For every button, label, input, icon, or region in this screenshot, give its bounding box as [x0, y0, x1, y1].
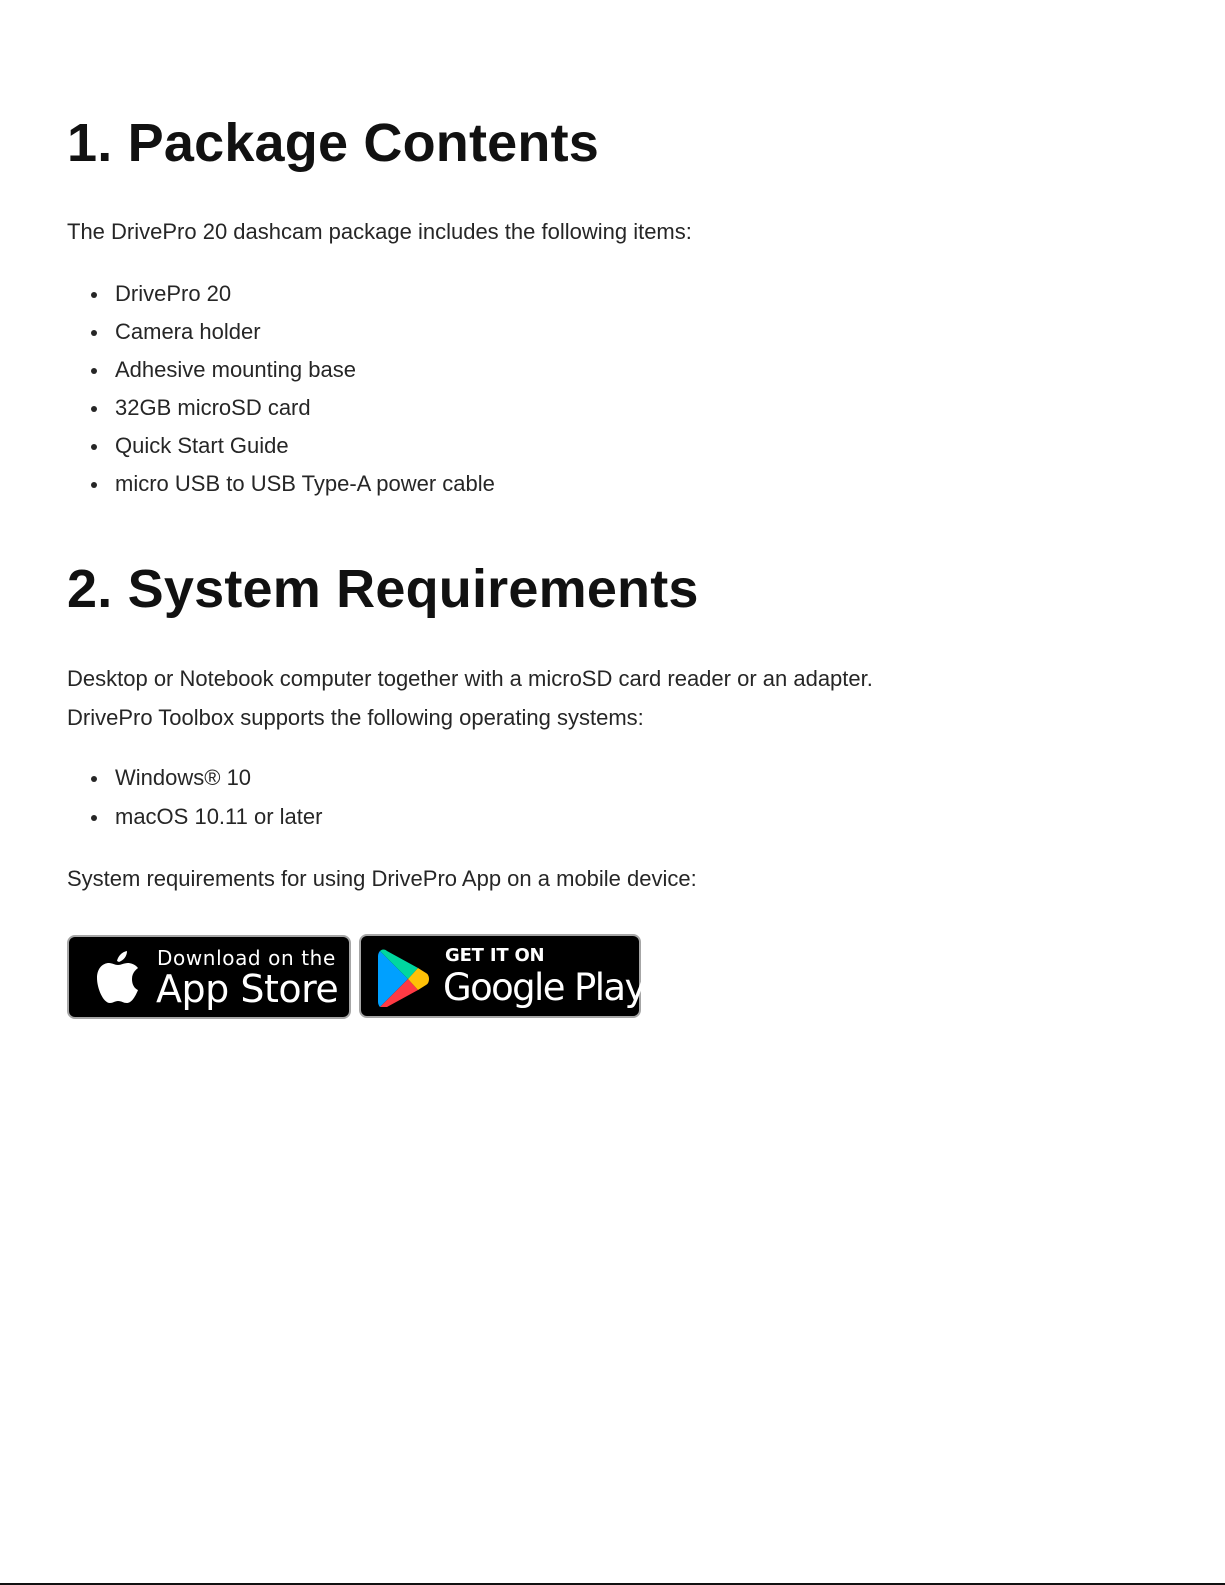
bullet-icon — [91, 368, 97, 374]
list-item: micro USB to USB Type-A power cable — [67, 473, 495, 511]
package-contents-heading: 1. Package Contents — [67, 113, 599, 173]
system-requirements-line-2: DrivePro Toolbox supports the following operating systems: — [67, 705, 644, 730]
bullet-icon — [91, 482, 97, 488]
list-item: 32GB microSD card — [67, 397, 495, 435]
bullet-icon — [91, 330, 97, 336]
os-list — [67, 767, 322, 845]
google-play-big-text: Google Play — [443, 966, 645, 1009]
apple-icon — [91, 948, 141, 1006]
package-items-list — [67, 283, 495, 511]
list-item: DrivePro 20 — [67, 283, 495, 321]
bullet-icon — [91, 776, 97, 782]
google-play-icon — [378, 949, 430, 1007]
app-store-small-text: Download on the — [157, 946, 336, 970]
bullet-icon — [91, 292, 97, 298]
bullet-icon — [91, 444, 97, 450]
list-item: Adhesive mounting base — [67, 359, 495, 397]
package-intro: The DrivePro 20 dashcam package includes the following items: — [67, 219, 692, 244]
bullet-icon — [91, 406, 97, 412]
list-item: Camera holder — [67, 321, 495, 359]
list-item: macOS 10.11 or later — [67, 806, 322, 845]
app-store-badge[interactable] — [67, 935, 351, 1019]
google-play-small-text: GET IT ON — [445, 945, 545, 966]
mobile-requirements-intro: System requirements for using DrivePro App on a mobile device: — [67, 866, 697, 891]
list-item: Windows® 10 — [67, 767, 322, 806]
google-play-badge[interactable] — [359, 934, 645, 1018]
list-item: Quick Start Guide — [67, 435, 495, 473]
bullet-icon — [91, 815, 97, 821]
system-requirements-heading: 2. System Requirements — [67, 559, 699, 619]
system-requirements-line-1: Desktop or Notebook computer together with a microSD card reader or an adapter. — [67, 666, 873, 691]
app-store-big-text: App Store — [156, 967, 339, 1011]
